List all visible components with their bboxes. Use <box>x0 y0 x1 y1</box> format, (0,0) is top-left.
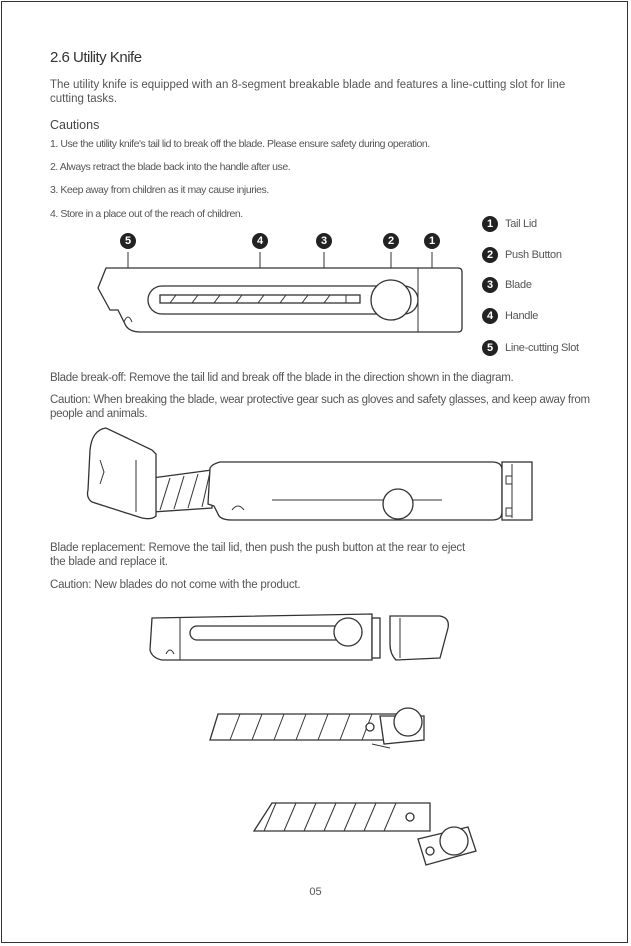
marker-handle: 4 <box>252 233 268 249</box>
legend-label: Handle <box>505 310 539 322</box>
replacement-caution: Caution: New blades do not come with the product. <box>50 579 301 591</box>
legend-number: 4 <box>482 308 498 324</box>
legend-item-handle <box>482 307 538 325</box>
legend-number: 2 <box>482 247 498 263</box>
legend-number: 3 <box>482 277 498 293</box>
break-off-caution: Caution: When breaking the blade, wear protective gear such as gloves and safety glasses, and keep away from people and animals. <box>50 394 590 420</box>
legend-label: Tail Lid <box>505 218 537 230</box>
blade-separated-diagram <box>240 795 500 875</box>
legend-item-blade <box>482 276 532 294</box>
cautions-heading: Cautions <box>50 118 100 132</box>
legend-label: Blade <box>505 279 532 291</box>
blade-slider-diagram <box>200 700 440 760</box>
caution-item-3: 3. Keep away from children as it may cause injuries. <box>50 184 269 196</box>
legend-number: 1 <box>482 216 498 232</box>
blade-break-off-diagram <box>82 420 544 530</box>
caution-item-2: 2. Always retract the blade back into the handle after use. <box>50 161 291 173</box>
handle-lid-removed-diagram <box>140 604 460 668</box>
legend-label: Push Button <box>505 249 562 261</box>
section-title: 2.6 Utility Knife <box>50 49 142 66</box>
marker-line-cutting-slot: 5 <box>120 233 136 249</box>
legend-item-push-button <box>482 246 562 264</box>
marker-push-button: 2 <box>383 233 399 249</box>
replacement-text: Blade replacement: Remove the tail lid, then push the push button at the rear to eject the blade and replace it. <box>50 542 465 568</box>
page-number: 05 <box>309 886 322 898</box>
marker-blade: 3 <box>316 233 332 249</box>
break-off-text: Blade break-off: Remove the tail lid and break off the blade in the direction shown in the diagram. <box>50 372 514 384</box>
caution-item-4: 4. Store in a place out of the reach of children. <box>50 208 243 220</box>
intro-paragraph: The utility knife is equipped with an 8-segment breakable blade and features a line-cutting slot for line cutting tasks. <box>50 79 566 105</box>
marker-tail-lid: 1 <box>424 233 440 249</box>
legend-item-line-cutting-slot <box>482 339 579 357</box>
legend-item-tail-lid <box>482 215 537 233</box>
legend-label: Line-cutting Slot <box>505 342 579 354</box>
legend-number: 5 <box>482 340 498 356</box>
caution-item-1: 1. Use the utility knife's tail lid to break off the blade. Please ensure safety during operation. <box>50 138 430 150</box>
knife-labeled-diagram <box>80 248 470 338</box>
